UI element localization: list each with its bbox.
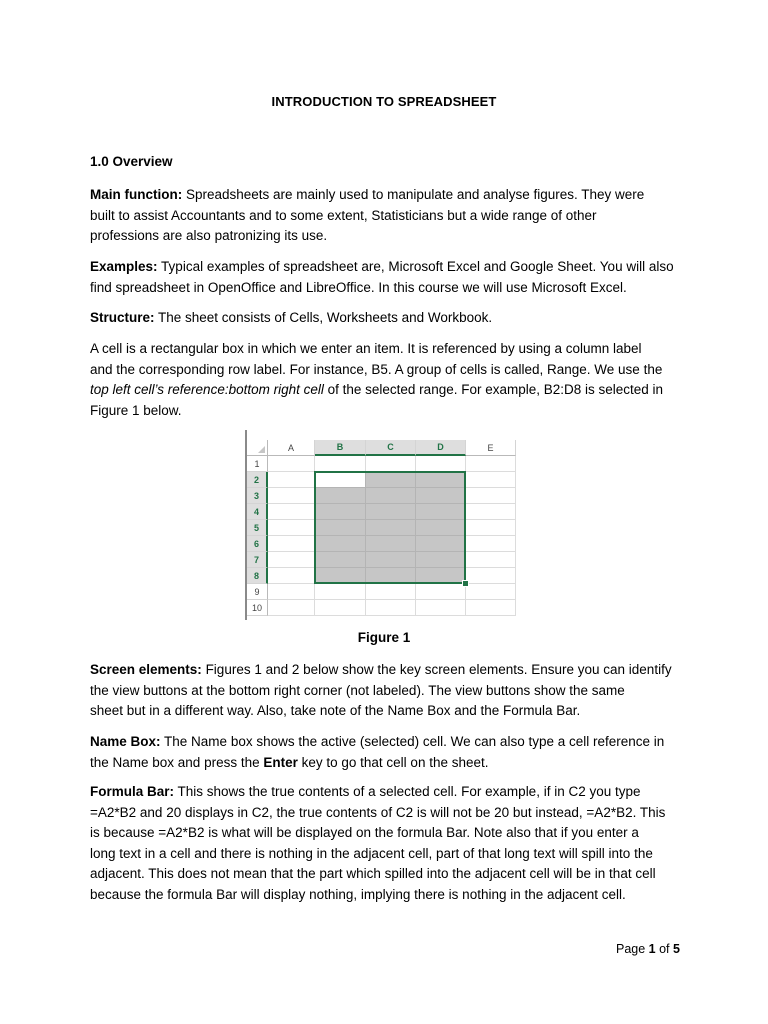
row-header-4: 4: [247, 504, 268, 520]
name-box-text: key to go that cell on the sheet.: [297, 754, 489, 770]
row-header-8: 8: [247, 568, 268, 584]
screen-elements-paragraph: [90, 660, 682, 722]
cell-d1: [416, 456, 466, 472]
row-header-10: 10: [247, 600, 268, 616]
examples-label: Examples:: [90, 259, 158, 274]
cell-e10: [466, 600, 516, 616]
formula-bar-text: adjacent. This does not mean that the part which spilled into the adjacent cell will be in that cell: [90, 866, 656, 882]
enter-key-bold: Enter: [263, 754, 298, 770]
cell-b10: [315, 600, 366, 616]
cell-e3: [466, 488, 516, 504]
formula-bar-text: because the formula Bar will display nothing, implying there is nothing in the adjacent cell.: [90, 886, 626, 902]
cell-text: A cell is a rectangular box in which we enter an item. It is referenced by using a column label: [90, 341, 642, 356]
name-box-paragraph: [90, 732, 682, 773]
cell-a10: [268, 600, 315, 616]
footer-total-pages: 5: [673, 942, 680, 956]
cell-a1: [268, 456, 315, 472]
cell-text: Figure 1 below.: [90, 402, 182, 418]
cell-e8: [466, 568, 516, 584]
formula-bar-label: Formula Bar:: [90, 784, 175, 799]
cell-e5: [466, 520, 516, 536]
cell-c10: [366, 600, 416, 616]
row-header-9: 9: [247, 584, 268, 600]
screen-elements-text: sheet but in a different way. Also, take note of the Name Box and the Formula Bar.: [90, 703, 581, 719]
fill-handle: [462, 580, 469, 587]
main-function-text: built to assist Accountants and to some extent, Statisticians but a wide range of other: [90, 207, 597, 223]
formula-bar-text: is because =A2*B2 is what will be displayed on the formula Bar. Note also that if you enter a: [90, 825, 639, 841]
spreadsheet-figure: [245, 430, 523, 620]
screen-elements-text: Figures 1 and 2 below show the key screen elements. Ensure you can identify: [201, 662, 672, 677]
cell-a2: [268, 472, 315, 488]
cell-b1: [315, 456, 366, 472]
main-function-text: professions are also patronizing its use.: [90, 228, 328, 244]
column-header-d: D: [416, 440, 466, 456]
cell-c1: [366, 456, 416, 472]
name-box-text: the Name box and press the: [90, 754, 264, 770]
row-header-1: 1: [247, 456, 268, 472]
footer-of-word: of: [655, 942, 673, 956]
cell-b9: [315, 584, 366, 600]
row-header-5: 5: [247, 520, 268, 536]
examples-text: find spreadsheet in OpenOffice and LibreOffice. In this course we will use Microsoft Excel.: [90, 279, 627, 295]
cell-e9: [466, 584, 516, 600]
cell-e1: [466, 456, 516, 472]
cell-a5: [268, 520, 315, 536]
name-box-label: Name Box:: [90, 734, 161, 749]
formula-bar-text: =A2*B2 and 20 displays in C2, the true contents of C2 is will not be 20 but instead, =A2*B2. This: [90, 804, 666, 820]
row-header-7: 7: [247, 552, 268, 568]
cell-e6: [466, 536, 516, 552]
section-heading: 1.0 Overview: [90, 154, 173, 169]
range-notation-italic: top left cell’s reference:bottom right cell: [90, 382, 324, 398]
cell-a6: [268, 536, 315, 552]
main-function-text: Spreadsheets are mainly used to manipulate and analyse figures. They were: [182, 187, 645, 202]
page-title: INTRODUCTION TO SPREADSHEET: [271, 94, 497, 109]
figure-caption: Figure 1: [357, 630, 411, 645]
column-header-c: C: [366, 440, 416, 456]
screen-elements-text: the view buttons at the bottom right corner (not labeled). The view buttons show the same: [90, 682, 625, 698]
cell-a7: [268, 552, 315, 568]
main-function-paragraph: [90, 185, 682, 247]
formula-bar-text: long text in a cell and there is nothing in the adjacent cell, part of that long text will spill into the: [90, 845, 653, 861]
structure-label: Structure:: [90, 310, 155, 325]
cell-e2: [466, 472, 516, 488]
formula-bar-text: This shows the true contents of a selected cell. For example, if in C2 you type: [174, 784, 641, 799]
select-all-triangle-icon: [258, 446, 265, 453]
structure-text: The sheet consists of Cells, Worksheets and Workbook.: [154, 310, 493, 325]
row-header-2: 2: [247, 472, 268, 488]
formula-bar-paragraph: [90, 782, 682, 906]
cell-a8: [268, 568, 315, 584]
column-header-e: E: [466, 440, 516, 456]
cell-a3: [268, 488, 315, 504]
cell-a9: [268, 584, 315, 600]
row-header-6: 6: [247, 536, 268, 552]
select-all-corner: [247, 440, 268, 456]
page-footer: [616, 942, 680, 956]
main-function-label: Main function:: [90, 187, 183, 202]
cell-d10: [416, 600, 466, 616]
column-header-b: B: [315, 440, 366, 456]
cell-e7: [466, 552, 516, 568]
examples-paragraph: [90, 257, 682, 298]
cell-paragraph: [90, 339, 682, 421]
cell-d9: [416, 584, 466, 600]
footer-page-word: Page: [616, 942, 649, 956]
footer-current-page: 1: [648, 942, 656, 956]
cell-text: of the selected range. For example, B2:D8 is selected in: [323, 382, 664, 398]
screen-elements-label: Screen elements:: [90, 662, 202, 677]
structure-paragraph: [90, 308, 682, 329]
name-box-text: The Name box shows the active (selected) cell. We can also type a cell reference in: [160, 734, 665, 749]
cell-e4: [466, 504, 516, 520]
cell-a4: [268, 504, 315, 520]
column-header-a: A: [268, 440, 315, 456]
examples-text: Typical examples of spreadsheet are, Microsoft Excel and Google Sheet. You will also: [157, 259, 674, 274]
row-header-3: 3: [247, 488, 268, 504]
cell-c9: [366, 584, 416, 600]
selection-border: [314, 471, 466, 584]
cell-text: and the corresponding row label. For instance, B5. A group of cells is called, Range. We use the: [90, 361, 663, 377]
